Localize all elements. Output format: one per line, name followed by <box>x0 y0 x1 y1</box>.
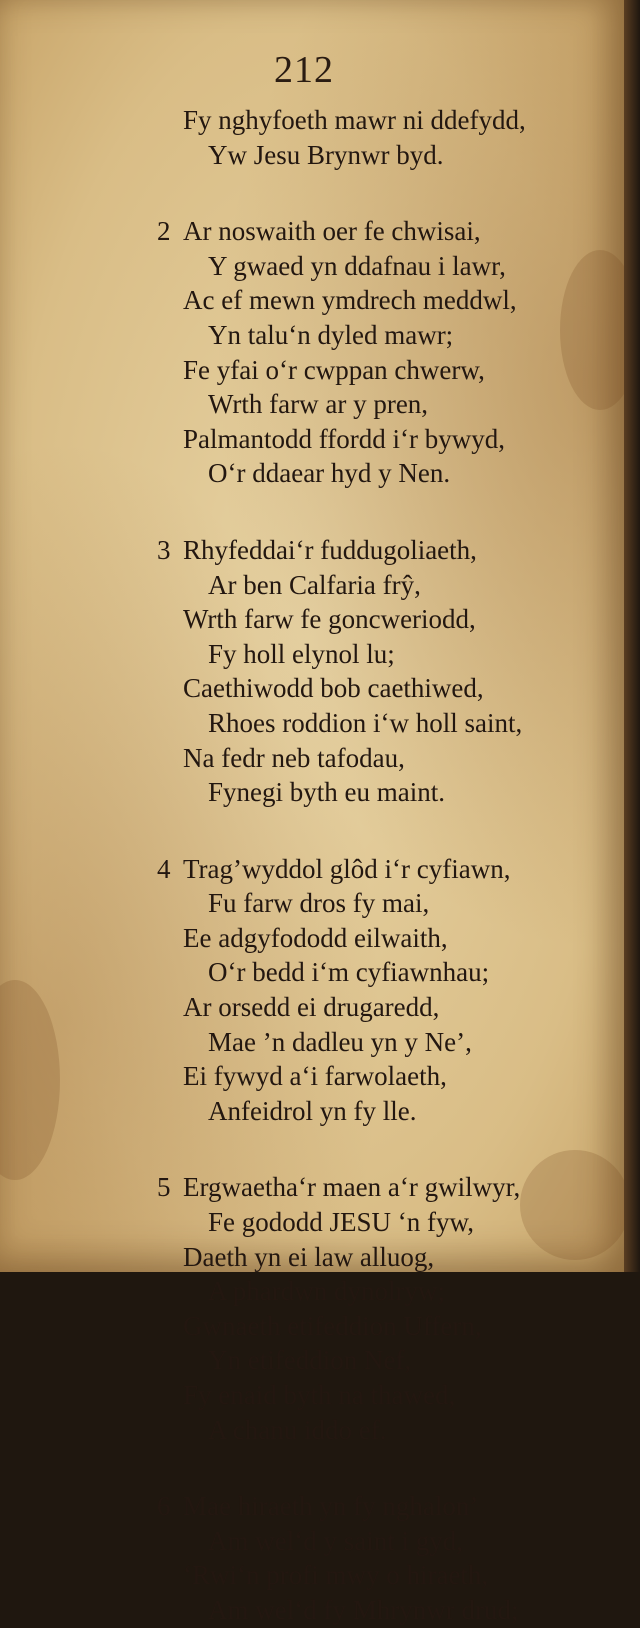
stanza-number: 4 <box>157 853 171 884</box>
verse-line: Y gwaed yn ddafnau i lawr, <box>208 250 506 281</box>
verse-line: Am wel‘d fy Mhrynwr drud; <box>208 1594 519 1625</box>
verse-line: Caethiwodd bob caethiwed, <box>183 673 484 704</box>
verse-line: ‘Rwi‘n profi mwy o hiraeth, <box>183 1560 489 1591</box>
stanza-number: 3 <box>157 534 171 565</box>
verse-line: Fy holl elynol lu; <box>208 638 395 669</box>
verse-line: Rhyfeddai‘r fuddugoliaeth, <box>183 534 477 565</box>
verse-line: Ee adgyfododd eilwaith, <box>183 922 448 953</box>
verse-line: O‘r bedd i‘m cyfiawnhau; <box>208 957 490 988</box>
verse-line: Daeth yn ei law alluog, <box>183 1241 435 1272</box>
verse-line: Fy enaid byth na thawed, <box>183 1380 456 1410</box>
verse-line: Mae ’n dadleu yn y Ne’, <box>208 1026 472 1057</box>
stanza <box>150 852 526 1129</box>
verse-line: Yw Jesu Brynwr byd. <box>208 139 444 170</box>
verse-line: A phardwn dynolryw; <box>208 1276 445 1307</box>
verse-line: Fu farw dros fy mai, <box>208 888 430 919</box>
stanza <box>150 1170 526 1447</box>
paper-stain <box>0 980 60 1180</box>
paper-stain <box>520 1150 630 1260</box>
verse-line: Yn talu‘n dyled mawr; <box>208 319 454 350</box>
verse-line: Anfeidrol yn fy lle. <box>208 1095 417 1126</box>
verse-line: Am wel‘d y saint i gyd, <box>208 1525 463 1556</box>
verse-line: Fe gododd JESU ‘n fyw, <box>208 1207 474 1238</box>
verse-line: Trag’wyddol glôd i‘r cyfiawn, <box>183 853 511 884</box>
stanza <box>150 214 526 491</box>
verse-line: Yn etifeddion Nef, <box>208 1345 412 1376</box>
verse-line: Gwnaeth etifeddion Uffern, <box>183 1310 482 1341</box>
verse-line: A chanu iddo ef. <box>208 1414 387 1445</box>
stanza <box>150 533 526 810</box>
page-edge <box>624 0 640 1272</box>
verse-line: Fe yfai o‘r cwppan chwerw, <box>183 354 485 385</box>
verse-line: Ar ben Calfaria frŷ, <box>208 569 421 600</box>
verse-line: Ac ef mewn ymdrech meddwl, <box>183 285 517 316</box>
verse-line: O‘r ddaear hyd y Nen. <box>208 458 451 489</box>
verse-line: Ergwaetha‘r maen a‘r gwilwyr, <box>183 1172 521 1203</box>
verse-line: Wrth farw fe goncweriodd, <box>183 604 476 635</box>
verse-line: Ar noswaith oer fe chwisai, <box>183 216 481 247</box>
verse-line: Ei fywyd a‘i farwolaeth, <box>183 1061 447 1092</box>
verse-line: Na fedr neb tafodau, <box>183 742 405 773</box>
hymn-text <box>150 103 526 1628</box>
verse-line: Palmantodd ffordd i‘r bywyd, <box>183 423 505 454</box>
verse-line: Fynegi byth eu maint. <box>208 777 445 808</box>
stanza <box>150 1489 526 1627</box>
verse-line: Fy nghyfoeth mawr ni ddefydd, <box>183 105 526 135</box>
verse-line: Rhoes roddion i‘w holl saint, <box>208 707 523 738</box>
verse-line: Wrth farw ar y pren, <box>208 389 429 420</box>
stanza-number: 2 <box>157 216 171 247</box>
verse-line: Ar orsedd ei drugaredd, <box>183 992 440 1023</box>
page-number: 212 <box>274 49 334 91</box>
verse-line: Mae hiraeth yn fy nghalon’ <box>183 1491 479 1522</box>
stanza-number: 5 <box>157 1172 171 1203</box>
stanza-number: 6 <box>157 1491 171 1522</box>
